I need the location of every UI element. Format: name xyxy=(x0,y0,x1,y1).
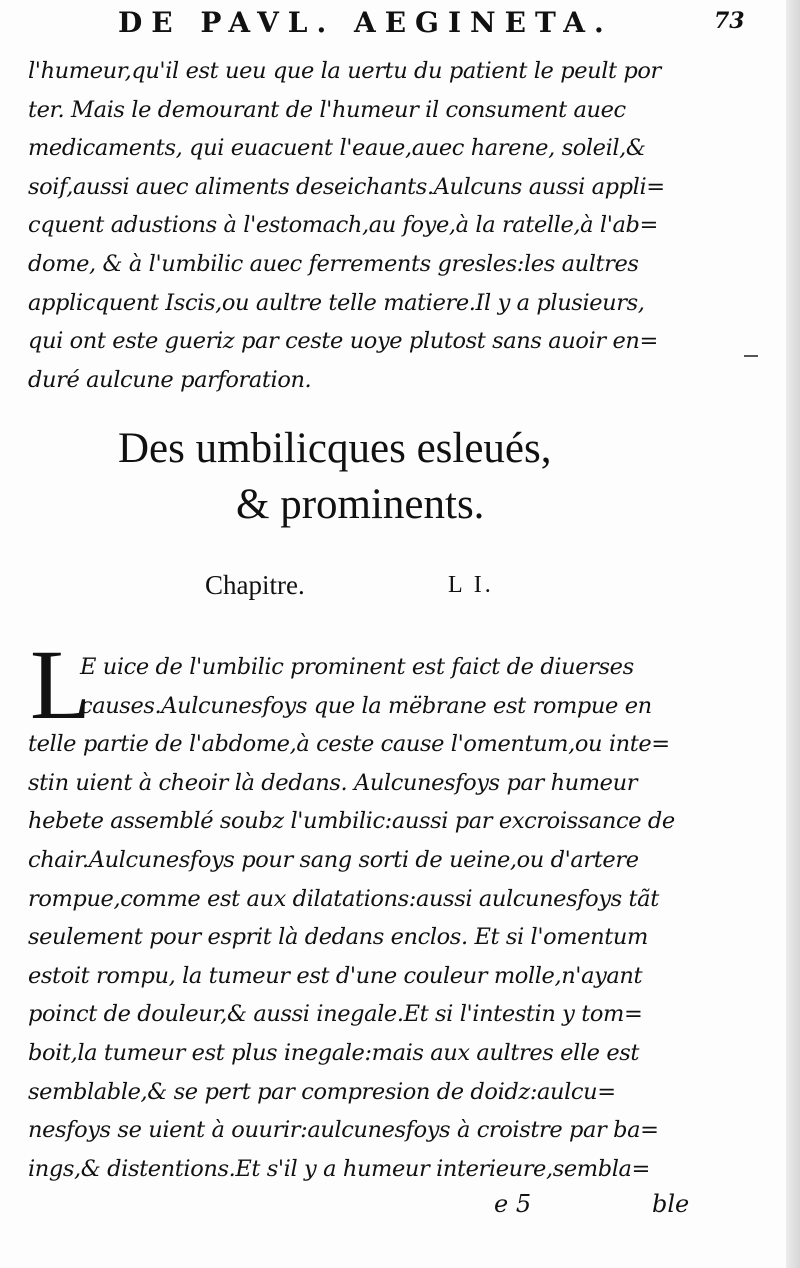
text-line: nesfoys se uient à ouurir:aulcunesfoys à croistre par ba= xyxy=(28,1117,659,1144)
text-line: semblable,& se pert par compresion de doidz:aulcu= xyxy=(28,1078,616,1105)
chapter-label: Chapitre. xyxy=(205,570,305,600)
text-line: dome, & à l'umbilic auec ferrements gresles:les aultres xyxy=(28,250,639,277)
signature-mark: e 5 xyxy=(494,1190,532,1218)
text-line: medicaments, qui euacuent l'eaue,auec harene, soleil,& xyxy=(28,135,646,162)
text-line: cquent adustions à l'estomach,au foye,à la ratelle,à l'ab= xyxy=(28,212,658,239)
text-line: estoit rompu, la tumeur est d'une couleur molle,n'ayant xyxy=(28,962,643,989)
drop-cap: L xyxy=(30,629,92,740)
margin-mark xyxy=(744,355,758,357)
text-line: chair.Aulcunesfoys pour sang sorti de ueine,ou d'artere xyxy=(28,846,639,873)
chapter-body xyxy=(28,648,704,1188)
chapter-number: L I. xyxy=(448,572,494,598)
page-number: 73 xyxy=(714,8,745,34)
chapter-title-line-1: Des umbilicques esleués, xyxy=(118,425,552,472)
text-line: rompue,comme est aux dilatations:aussi aulcunesfoys tãt xyxy=(28,885,659,912)
text-line: stin uient à cheoir là dedans. Aulcunesfoys par humeur xyxy=(28,769,638,796)
text-line: qui ont este gueriz par ceste uoye plutost sans auoir en= xyxy=(28,328,658,355)
text-line: telle partie de l'abdome,à ceste cause l'omentum,ou inte= xyxy=(28,731,670,758)
catchword: ble xyxy=(652,1190,690,1218)
text-line: ter. Mais le demourant de l'humeur il consument auec xyxy=(28,96,626,123)
text-line: causes.Aulcunesfoys que la mëbrane est rompue en xyxy=(80,692,652,719)
text-line: ings,& distentions.Et s'il y a humeur interieure,sembla= xyxy=(28,1155,650,1182)
text-line: boit,la tumeur est plus inegale:mais aux aultres elle est xyxy=(28,1039,640,1066)
text-line: applicquent Iscis,ou aultre telle matiere.Il y a plusieurs, xyxy=(28,289,645,316)
text-line: duré aulcune parforation. xyxy=(28,366,312,393)
text-line: l'humeur,qu'il est ueu que la uertu du patient le peult por xyxy=(28,58,661,84)
text-line: hebete assemblé soubz l'umbilic:aussi par excroissance de xyxy=(28,808,675,835)
text-line: seulement pour esprit là dedans enclos. Et si l'omentum xyxy=(28,924,648,951)
chapter-title-line-2: & prominents. xyxy=(236,481,485,528)
page-edge xyxy=(786,0,800,1268)
text-line: poinct de douleur,& aussi inegale.Et si l'intestin y tom= xyxy=(28,1001,643,1028)
continued-paragraph xyxy=(28,52,704,399)
running-header: DE PAVL. AEGINETA. xyxy=(118,6,613,39)
text-line: soif,aussi auec aliments deseichants.Aulcuns aussi appli= xyxy=(28,173,665,200)
text-line: E uice de l'umbilic prominent est faict de diuerses xyxy=(80,654,634,680)
